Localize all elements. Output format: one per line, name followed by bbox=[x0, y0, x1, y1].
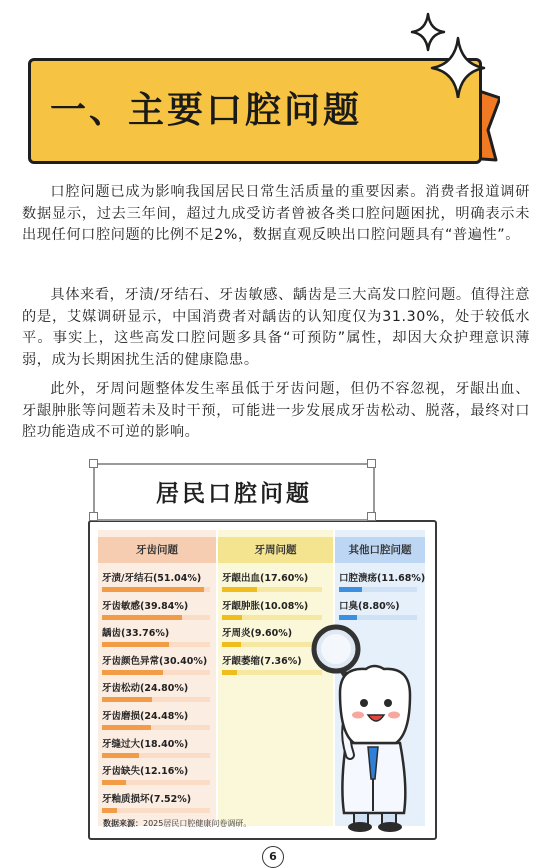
paragraph-periodontal: 此外，牙周问题整体发生率虽低于牙齿问题，但仍不容忽视，牙龈出血、牙龈肿胀等问题若未及时干预，可能进一步发展成牙齿松动、脱落，最终对口腔功能造成不可逆的影响。 bbox=[22, 381, 530, 440]
tooth-doctor-mascot-icon bbox=[300, 615, 430, 833]
card-corner bbox=[367, 459, 376, 468]
bar bbox=[102, 587, 204, 592]
tick-label: 牙齿敏感(39.84%) bbox=[102, 600, 189, 612]
chart-item bbox=[102, 601, 210, 623]
bar bbox=[102, 753, 139, 758]
bar bbox=[339, 587, 362, 592]
paragraph-prevalence: 口腔问题已成为影响我国居民日常生活质量的重要因素。消费者报道调研数据显示，过去三年间，超过九成受访者曾被各类口腔问题困扰，明确表示未出现任何口腔问题的比例不足2%，数据直观反映出口腔问题具有“普遍性”。 bbox=[22, 184, 530, 243]
bar bbox=[102, 670, 163, 675]
card-corner bbox=[367, 512, 376, 521]
column-header-other: 其他口腔问题 bbox=[335, 537, 425, 563]
chart-item bbox=[102, 739, 210, 761]
bar bbox=[222, 670, 237, 675]
chart-item bbox=[102, 766, 210, 788]
bar bbox=[102, 642, 169, 647]
source-text: 2025居民口腔健康问卷调研。 bbox=[143, 819, 252, 828]
chart-item bbox=[222, 573, 322, 595]
card-corner bbox=[89, 512, 98, 521]
tick-label: 口腔溃疡(11.68%) bbox=[339, 573, 426, 584]
data-source-note bbox=[103, 818, 251, 829]
tick-label: 牙釉质损坏(7.52%) bbox=[102, 793, 192, 805]
bar bbox=[222, 615, 242, 620]
bar bbox=[222, 642, 241, 647]
bar-track bbox=[102, 808, 210, 813]
tick-label: 牙龈肿胀(10.08%) bbox=[222, 600, 309, 612]
sparkle-star-icon bbox=[400, 8, 490, 98]
chart-item bbox=[102, 656, 210, 678]
chart-item bbox=[102, 711, 210, 733]
tick-label: 牙龈出血(17.60%) bbox=[222, 573, 309, 584]
tick-label: 牙齿颜色异常(30.40%) bbox=[102, 655, 208, 667]
bar bbox=[222, 587, 257, 592]
bar bbox=[102, 725, 151, 730]
tick-label: 口臭(8.80%) bbox=[339, 600, 400, 612]
tick-label: 牙渍/牙结石(51.04%) bbox=[102, 573, 202, 584]
infographic-title: 居民口腔问题 bbox=[156, 481, 312, 507]
bar bbox=[102, 615, 182, 620]
tick-label: 牙齿缺失(12.16%) bbox=[102, 766, 189, 778]
bar bbox=[102, 780, 126, 785]
tick-label: 牙齿磨损(24.48%) bbox=[102, 711, 189, 722]
tick-label: 牙缝过大(18.40%) bbox=[102, 738, 189, 750]
column-header-tooth: 牙齿问题 bbox=[98, 537, 216, 563]
tick-label: 牙齿松动(24.80%) bbox=[102, 683, 189, 695]
bar bbox=[102, 808, 117, 813]
tick-label: 牙龈萎缩(7.36%) bbox=[222, 655, 302, 667]
column-header-periodontal: 牙周问题 bbox=[218, 537, 333, 563]
card-corner bbox=[89, 459, 98, 468]
section-title: 一、主要口腔问题 bbox=[50, 90, 363, 131]
tick-label: 牙周炎(9.60%) bbox=[222, 628, 293, 640]
bar bbox=[102, 697, 152, 702]
paragraph-top-problems: 具体来看，牙渍/牙结石、牙齿敏感、龋齿是三大高发口腔问题。值得注意的是，艾媒调研显示，中国消费者对龋齿的认知度仅为31.30%，处于较低水平。事实上，这些高发口腔问题多具备“可预防”属性，却因大众护理意识薄弱，成为长期困扰生活的健康隐患。 bbox=[22, 287, 530, 368]
source-label: 数据来源： bbox=[103, 819, 143, 828]
chart-item bbox=[102, 683, 210, 705]
page-number: 6 bbox=[262, 846, 284, 868]
tick-label: 龋齿(33.76%) bbox=[102, 628, 170, 640]
chart-item bbox=[339, 573, 426, 595]
chart-item bbox=[102, 794, 210, 816]
chart-item bbox=[102, 573, 210, 595]
chart-item bbox=[102, 628, 210, 650]
